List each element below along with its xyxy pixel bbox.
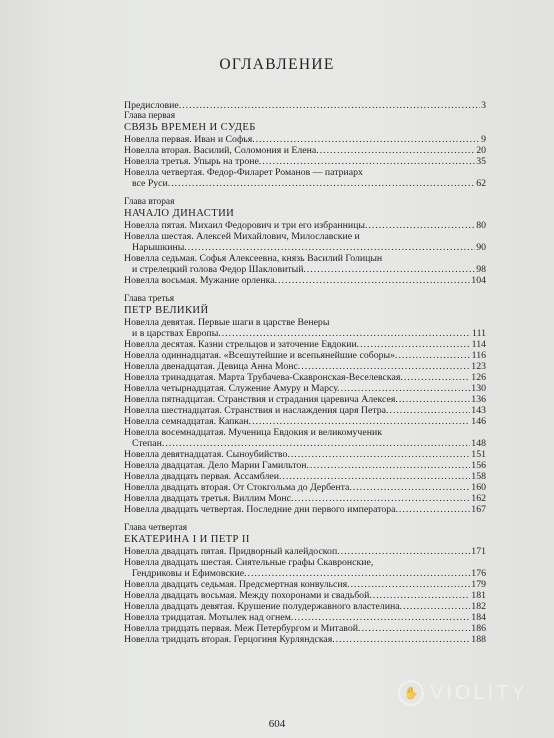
toc-entry-page: 160 bbox=[471, 482, 486, 493]
toc-entry-title: Новелла шестнадцатая. Странствия и наслаждения царя Петра. bbox=[124, 405, 389, 416]
toc-entry-title: Новелла восемнадцатая. Мученица Евдокия и великомученик bbox=[124, 427, 382, 438]
part-title: ЕКАТЕРИНА I И ПЕТР II bbox=[124, 534, 250, 545]
leader-dots bbox=[301, 361, 470, 372]
table-of-contents bbox=[124, 100, 486, 645]
toc-entry bbox=[124, 361, 486, 372]
toc-entry-title: Новелла тридцать первая. Меж Петербургом и Митавой. bbox=[124, 623, 361, 634]
leader-dots bbox=[404, 372, 470, 383]
toc-entry bbox=[124, 156, 486, 167]
violity-logo-icon: ✋ bbox=[398, 680, 424, 706]
toc-entry-title: и стрелецкий голова Федор Шакловитый. bbox=[132, 264, 306, 275]
leader-dots bbox=[368, 220, 475, 231]
toc-entry bbox=[124, 253, 486, 275]
leader-dots bbox=[165, 438, 470, 449]
chapter-label: Глава четвертая bbox=[124, 523, 188, 533]
toc-entry-title: Новелла девятая. Первые шаги в царстве Венеры bbox=[124, 317, 330, 328]
toc-entry bbox=[124, 416, 486, 427]
toc-entry bbox=[124, 394, 486, 405]
toc-entry-page: 114 bbox=[471, 339, 486, 350]
toc-entry bbox=[124, 145, 486, 156]
toc-entry bbox=[124, 372, 486, 383]
toc-entry bbox=[124, 350, 486, 361]
page-number: 604 bbox=[268, 718, 286, 730]
toc-entry-page: 136 bbox=[471, 394, 486, 405]
toc-entry-title: Новелла двадцать восьмая. Между похоронами и свадьбой. bbox=[124, 590, 372, 601]
toc-entry-page: 62 bbox=[476, 178, 486, 189]
toc-entry-title: Новелла третья. Упырь на троне. bbox=[124, 156, 262, 167]
toc-entry-page: 20 bbox=[476, 145, 486, 156]
toc-entry-page: 156 bbox=[471, 460, 486, 471]
toc-entry-title: Нарышкины. bbox=[132, 242, 187, 253]
leader-dots bbox=[307, 264, 475, 275]
leader-dots bbox=[294, 493, 470, 504]
toc-entry-page: 148 bbox=[471, 438, 486, 449]
toc-entry bbox=[124, 460, 486, 471]
toc-entry-title: Новелла семнадцатая. Капкан. bbox=[124, 416, 252, 427]
toc-entry-page: 98 bbox=[476, 264, 486, 275]
toc-entry bbox=[124, 623, 486, 634]
toc-entry-title: все Руси. bbox=[132, 178, 171, 189]
toc-entry-page: 181 bbox=[471, 590, 486, 601]
leader-dots bbox=[389, 405, 470, 416]
chapter-label: Глава третья bbox=[124, 294, 175, 304]
toc-entry bbox=[124, 504, 486, 515]
toc-entry bbox=[124, 167, 486, 189]
leader-dots bbox=[278, 275, 470, 286]
leader-dots bbox=[282, 471, 470, 482]
leader-dots bbox=[291, 449, 470, 460]
chapter-label: Глава вторая bbox=[124, 197, 175, 207]
toc-entry bbox=[124, 546, 486, 557]
leader-dots bbox=[336, 634, 471, 645]
toc-entry-page: 35 bbox=[476, 156, 486, 167]
toc-entry-title: Новелла тридцать вторая. Герцогиня Курляндская. bbox=[124, 634, 335, 645]
toc-entry-page: 186 bbox=[471, 623, 486, 634]
toc-entry-page: 104 bbox=[471, 275, 486, 286]
toc-entry-title: Новелла двадцать шестая. Сиятельные графы Скавронские, bbox=[124, 557, 374, 568]
toc-entry-title: Новелла четырнадцатая. Служение Амуру и Марсу. bbox=[124, 383, 340, 394]
toc-entry-title: и в царствах Европы. bbox=[132, 328, 221, 339]
toc-entry-title: Новелла десятая. Казни стрельцов и заточение Евдокии. bbox=[124, 339, 360, 350]
toc-entry-title: Новелла тридцатая. Мотылек над огнем. bbox=[124, 612, 294, 623]
toc-entry bbox=[124, 220, 486, 231]
leader-dots bbox=[399, 504, 470, 515]
leader-dots bbox=[360, 339, 471, 350]
toc-entry-title: Новелла девятнадцатая. Сыноубийство. bbox=[124, 449, 290, 460]
toc-entry bbox=[124, 590, 486, 601]
leader-dots bbox=[294, 612, 470, 623]
toc-entry-page: 151 bbox=[471, 449, 486, 460]
leader-dots bbox=[222, 328, 471, 339]
watermark-text: VIOLITY bbox=[430, 681, 528, 704]
toc-entry-title: Новелла тринадцатая. Марта Трубачева-Скавронская-Веселевская. bbox=[124, 372, 403, 383]
leader-dots bbox=[341, 546, 471, 557]
part-title: НАЧАЛО ДИНАСТИИ bbox=[124, 208, 235, 219]
leader-dots bbox=[373, 590, 471, 601]
toc-entry-page: 182 bbox=[471, 601, 486, 612]
toc-entry-title: Новелла двадцать седьмая. Предсмертная конвульсия. bbox=[124, 579, 350, 590]
toc-entry-page: 123 bbox=[471, 361, 486, 372]
toc-entry bbox=[124, 383, 486, 394]
leader-dots bbox=[399, 394, 470, 405]
toc-entry bbox=[124, 557, 486, 579]
toc-entry bbox=[124, 482, 486, 493]
toc-entry-title: Новелла вторая. Василий, Соломония и Елена. bbox=[124, 145, 319, 156]
toc-entry-page: 111 bbox=[472, 328, 486, 339]
toc-entry-page: 130 bbox=[471, 383, 486, 394]
toc-entry-title: Новелла седьмая. Софья Алексеевна, князь Василий Голицын bbox=[124, 253, 383, 264]
toc-entry-title: Новелла четвертая. Федор-Филарет Романов — патриарх bbox=[124, 167, 363, 178]
toc-entry bbox=[124, 612, 486, 623]
leader-dots bbox=[310, 460, 470, 471]
toc-entry-title: Новелла восьмая. Мужание орленка. bbox=[124, 275, 278, 286]
toc-entry-page: 146 bbox=[471, 416, 486, 427]
toc-entry-page: 116 bbox=[471, 350, 486, 361]
toc-entry-title: Новелла шестая. Алексей Михайлович, Милославские и bbox=[124, 231, 360, 242]
toc-entry-page: 171 bbox=[471, 546, 486, 557]
toc-entry-title: Новелла двадцать вторая. От Стокгольма до Дербента. bbox=[124, 482, 352, 493]
toc-entry bbox=[124, 449, 486, 460]
leader-dots bbox=[171, 178, 475, 189]
toc-entry-page: 80 bbox=[476, 220, 486, 231]
toc-entry-title: Новелла пятнадцатая. Странствия и страдания царевича Алексея. bbox=[124, 394, 398, 405]
toc-entry-page: 188 bbox=[471, 634, 486, 645]
leader-dots bbox=[188, 242, 475, 253]
toc-entry-page: 176 bbox=[471, 568, 486, 579]
toc-entry-title: Новелла одиннадцатая. «Всешутейшие и всепьянейшие соборы». bbox=[124, 350, 398, 361]
toc-entry bbox=[124, 405, 486, 416]
part-title: ПЕТР ВЕЛИКИЙ bbox=[124, 305, 209, 316]
toc-entry-preface bbox=[124, 100, 486, 111]
toc-entry bbox=[124, 231, 486, 253]
watermark bbox=[398, 680, 528, 706]
toc-entry-title: Степан. bbox=[132, 438, 165, 449]
toc-entry-title: Новелла двенадцатая. Девица Анна Монс. bbox=[124, 361, 301, 372]
leader-dots bbox=[351, 579, 471, 590]
toc-entry-title: Новелла двадцатая. Дело Марии Гамильтон. bbox=[124, 460, 309, 471]
leader-dots bbox=[353, 482, 471, 493]
toc-entry bbox=[124, 493, 486, 504]
leader-dots bbox=[320, 145, 476, 156]
toc-entry-page: 9 bbox=[481, 134, 486, 145]
toc-entry bbox=[124, 134, 486, 145]
toc-entry-page: 167 bbox=[471, 504, 486, 515]
toc-entry-title: Новелла двадцать девятая. Крушение полудержавного властелина. bbox=[124, 601, 402, 612]
toc-entry bbox=[124, 634, 486, 645]
toc-entry-title: Новелла пятая. Михаил Федорович и три его избранницы. bbox=[124, 220, 368, 231]
toc-entry-page: 162 bbox=[471, 493, 486, 504]
toc-entry bbox=[124, 601, 486, 612]
toc-entry-title: Новелла двадцать четвертая. Последние дни первого императора. bbox=[124, 504, 398, 515]
toc-entry-title: Новелла первая. Иван и Софья. bbox=[124, 134, 255, 145]
leader-dots bbox=[398, 350, 470, 361]
page-title: ОГЛАВЛЕНИЕ bbox=[219, 56, 335, 73]
leader-dots bbox=[256, 134, 480, 145]
toc-entry-page: 90 bbox=[476, 242, 486, 253]
toc-entry-title: Предисловие. bbox=[124, 100, 182, 111]
leader-dots bbox=[361, 623, 470, 634]
leader-dots bbox=[262, 156, 475, 167]
toc-entry-page: 158 bbox=[471, 471, 486, 482]
toc-entry-page: 3 bbox=[481, 100, 486, 111]
toc-entry-title: Новелла двадцать первая. Ассамблеи. bbox=[124, 471, 282, 482]
toc-entry bbox=[124, 317, 486, 339]
toc-entry bbox=[124, 275, 486, 286]
toc-entry-title: Гендриковы и Ефимовские. bbox=[132, 568, 247, 579]
leader-dots bbox=[182, 100, 480, 111]
toc-entry-page: 126 bbox=[471, 372, 486, 383]
leader-dots bbox=[341, 383, 471, 394]
leader-dots bbox=[403, 601, 470, 612]
toc-entry-title: Новелла двадцать пятая. Придворный калейдоскоп. bbox=[124, 546, 340, 557]
chapter-label: Глава первая bbox=[124, 111, 176, 121]
toc-entry bbox=[124, 339, 486, 350]
toc-entry-title: Новелла двадцать третья. Виллим Монс. bbox=[124, 493, 294, 504]
toc-entry bbox=[124, 471, 486, 482]
toc-entry bbox=[124, 579, 486, 590]
leader-dots bbox=[248, 568, 471, 579]
toc-entry-page: 143 bbox=[471, 405, 486, 416]
leader-dots bbox=[252, 416, 470, 427]
toc-entry bbox=[124, 427, 486, 449]
part-title: СВЯЗЬ ВРЕМЕН И СУДЕБ bbox=[124, 122, 256, 133]
toc-entry-page: 179 bbox=[471, 579, 486, 590]
toc-entry-page: 184 bbox=[471, 612, 486, 623]
